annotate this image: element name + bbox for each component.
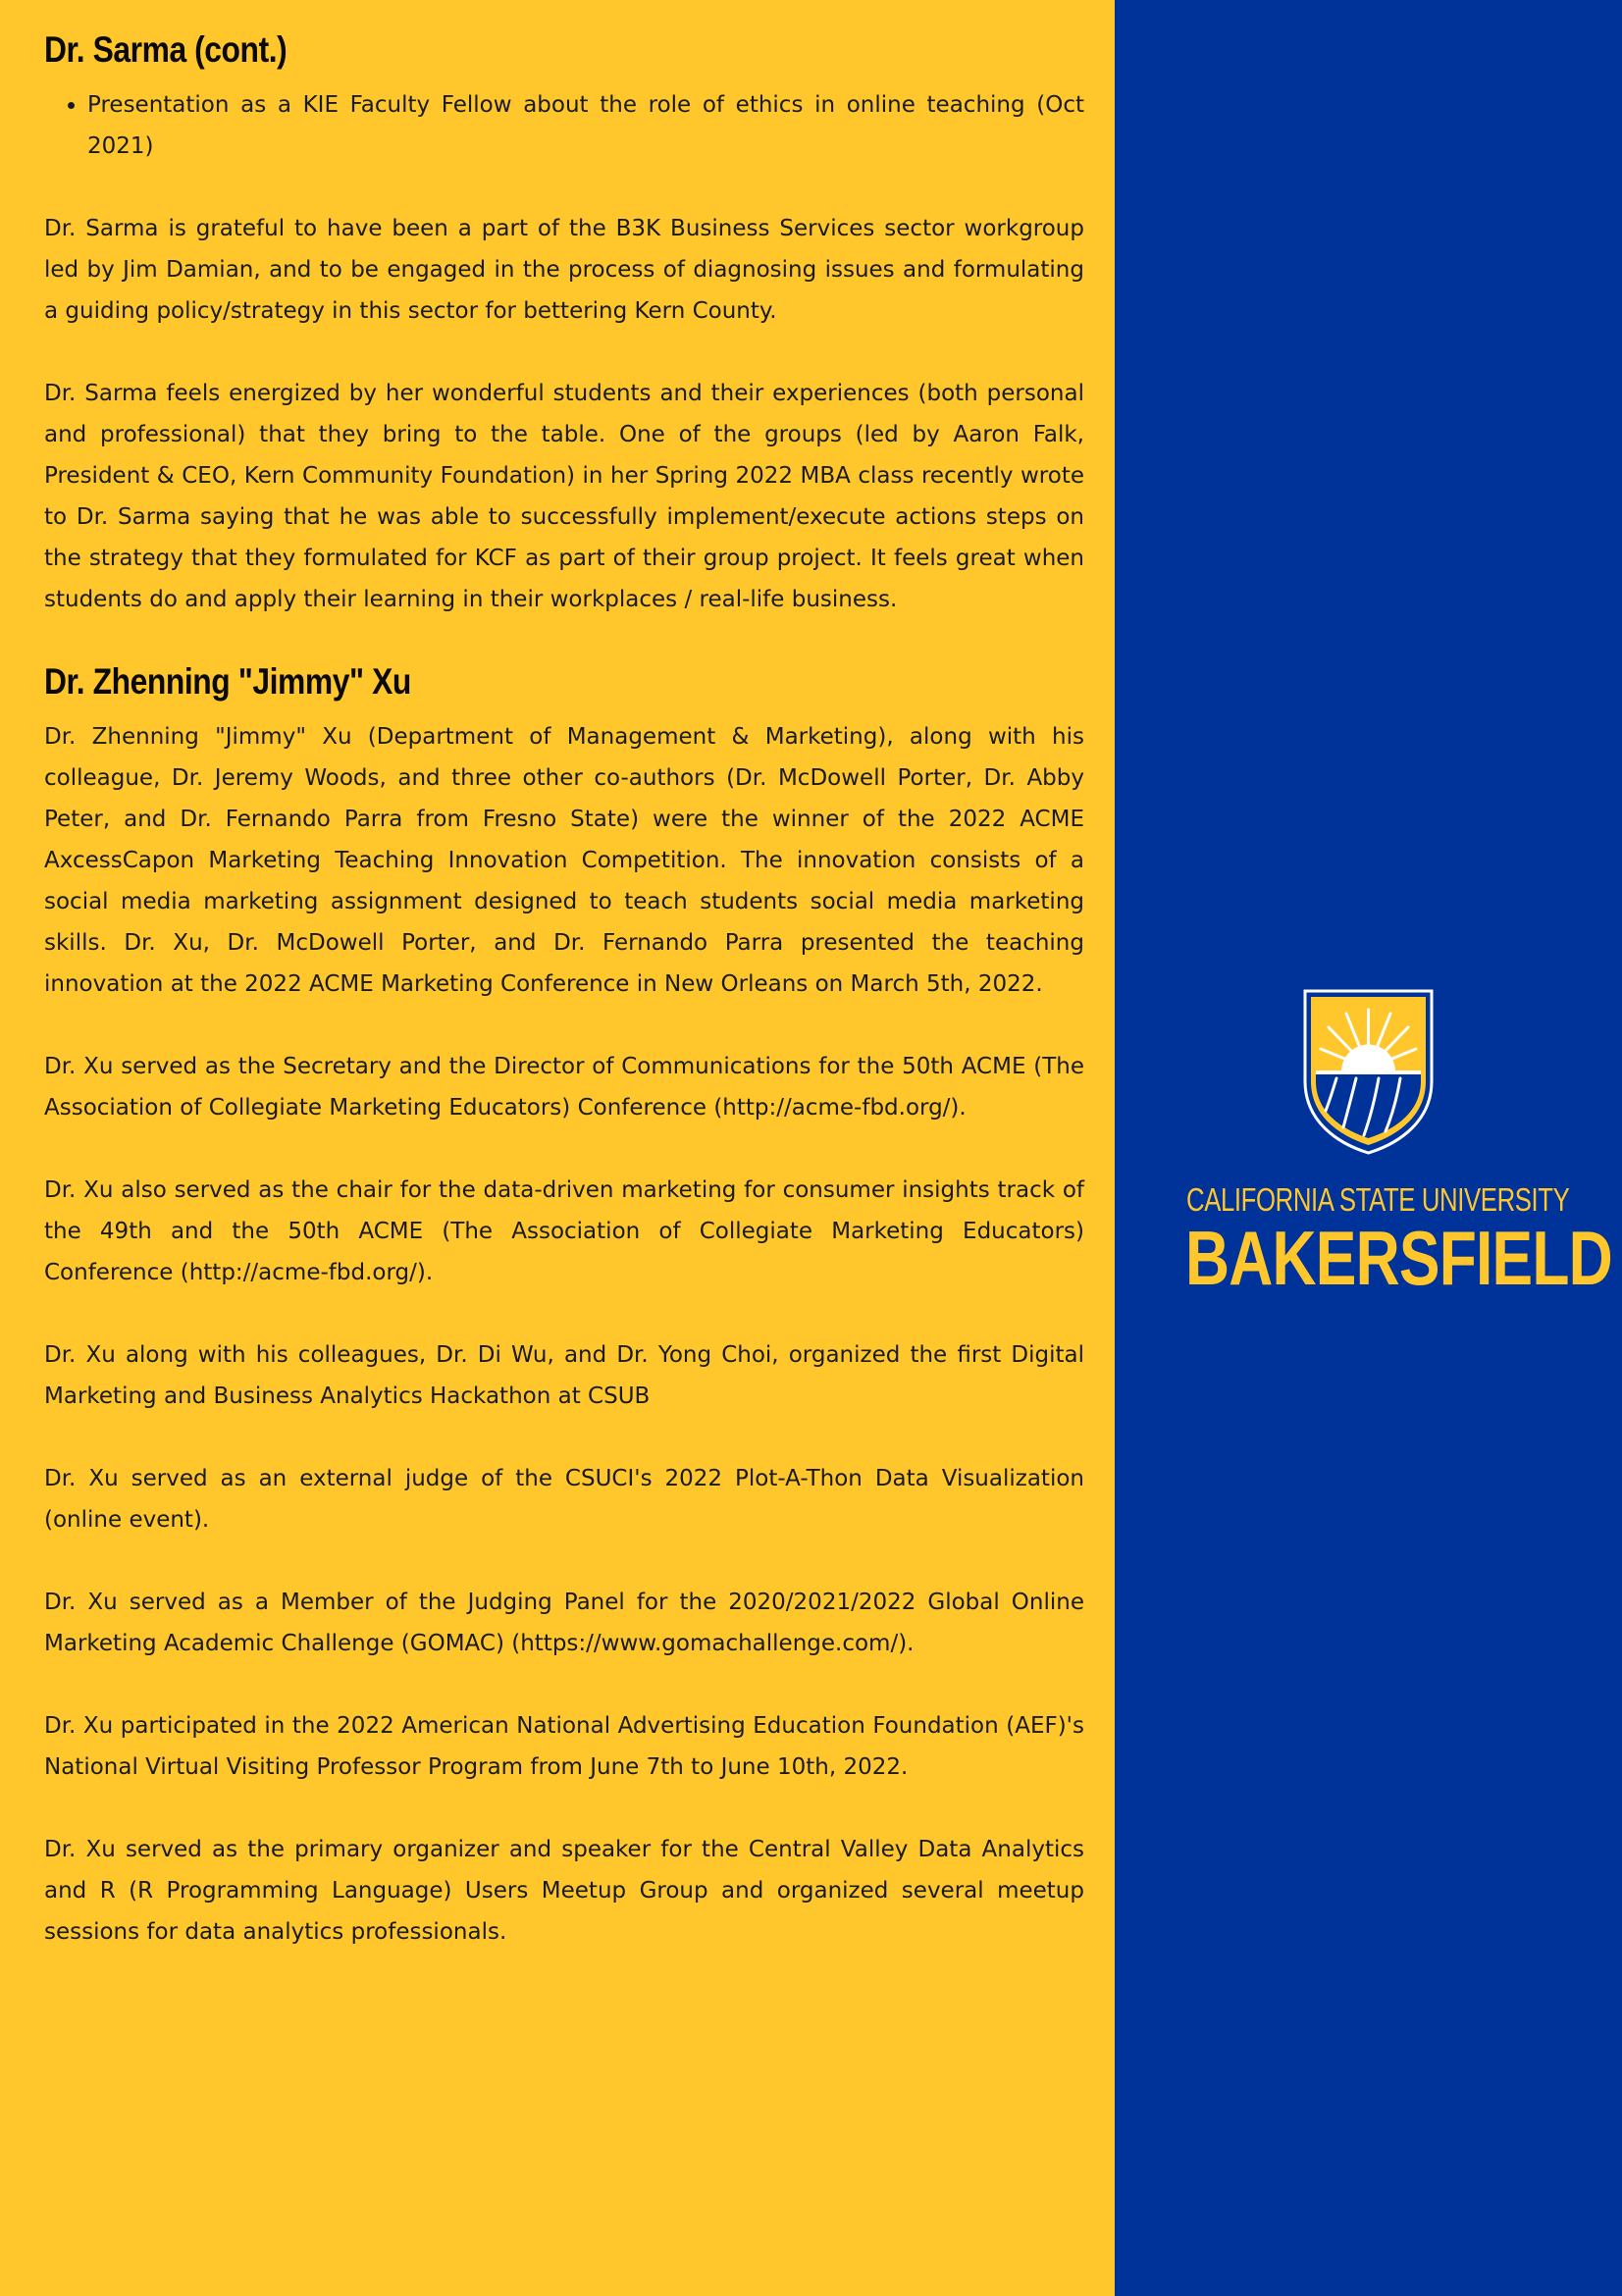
paragraph: Dr. Sarma feels energized by her wonderful students and their experiences (both personal and professional) that they bring to the table. One of the groups (led by Aaron Falk, President & CEO, Kern Community Foundation) in her Spring 2022 MBA class recently wrote to Dr. Sarma saying that he was able to successfully implement/execute actions steps on the strategy that they formulated for KCF as part of their group project. It feels great when students do and apply their learning in their workplaces / real-life business. (44, 381, 1084, 612)
paragraph: Dr. Xu served as the primary organizer and speaker for the Central Valley Data Analytics and R (R Programming Language) Users Meetup Group and organized several meetup sessions for data analytics professionals. (44, 1837, 1084, 1945)
article-content (44, 29, 1084, 1994)
paragraph: Dr. Xu also served as the chair for the data-driven marketing for consumer insights track of the 49th and the 50th ACME (The Association of Collegiate Marketing Educators) Conference (http://acme-fbd.org/). (44, 1177, 1084, 1285)
paragraph: Dr. Xu served as an external judge of the CSUCI's 2022 Plot-A-Thon Data Visualization (online event). (44, 1466, 1084, 1533)
paragraph: Dr. Xu along with his colleagues, Dr. Di Wu, and Dr. Yong Choi, organized the first Digital Marketing and Business Analytics Hackathon at CSUB (44, 1342, 1084, 1409)
section-heading-sarma: Dr. Sarma (cont.) (44, 29, 288, 70)
list-item: • Presentation as a KIE Faculty Fellow about the role of ethics in online teaching (Oct 2021) (87, 84, 1084, 167)
paragraph: Dr. Xu served as a Member of the Judging Panel for the 2020/2021/2022 Global Online Marketing Academic Challenge (GOMAC) (https://www.gomachallenge.com/). (44, 1590, 1084, 1656)
paragraph: Dr. Sarma is grateful to have been a part of the B3K Business Services sector workgroup led by Jim Damian, and to be engaged in the process of diagnosing issues and formulating a guiding policy/strategy in this sector for bettering Kern County. (44, 216, 1084, 324)
paragraph: Dr. Xu participated in the 2022 American National Advertising Education Foundation (AEF)'s National Virtual Visiting Professor Program from June 7th to June 10th, 2022. (44, 1713, 1084, 1780)
paragraph: Dr. Zhenning "Jimmy" Xu (Department of Management & Marketing), along with his colleague, Dr. Jeremy Woods, and three other co-authors (Dr. McDowell Porter, Dr. Abby Peter, and Dr. Fernando Parra from Fresno State) were the winner of the 2022 ACME AxcessCapon Marketing Teaching Innovation Competition. The innovation consists of a social media marketing assignment designed to teach students social media marketing skills. Dr. Xu, Dr. McDowell Porter, and Dr. Fernando Parra presented the teaching innovation at the 2022 ACME Marketing Conference in New Orleans on March 5th, 2022. (44, 724, 1084, 997)
university-name: CALIFORNIA STATE UNIVERSITY (1186, 1181, 1570, 1218)
sarma-bullet-list (44, 84, 1084, 167)
section-heading-xu: Dr. Zhenning "Jimmy" Xu (44, 661, 411, 702)
paragraph: Dr. Xu served as the Secretary and the Director of Communications for the 50th ACME (The Association of Collegiate Marketing Educators) Conference (http://acme-fbd.org/). (44, 1054, 1084, 1121)
sarma-bullet-list-wrap (44, 84, 1084, 167)
campus-name: BAKERSFIELD (1185, 1215, 1612, 1301)
csub-shield-icon (1302, 988, 1435, 1155)
